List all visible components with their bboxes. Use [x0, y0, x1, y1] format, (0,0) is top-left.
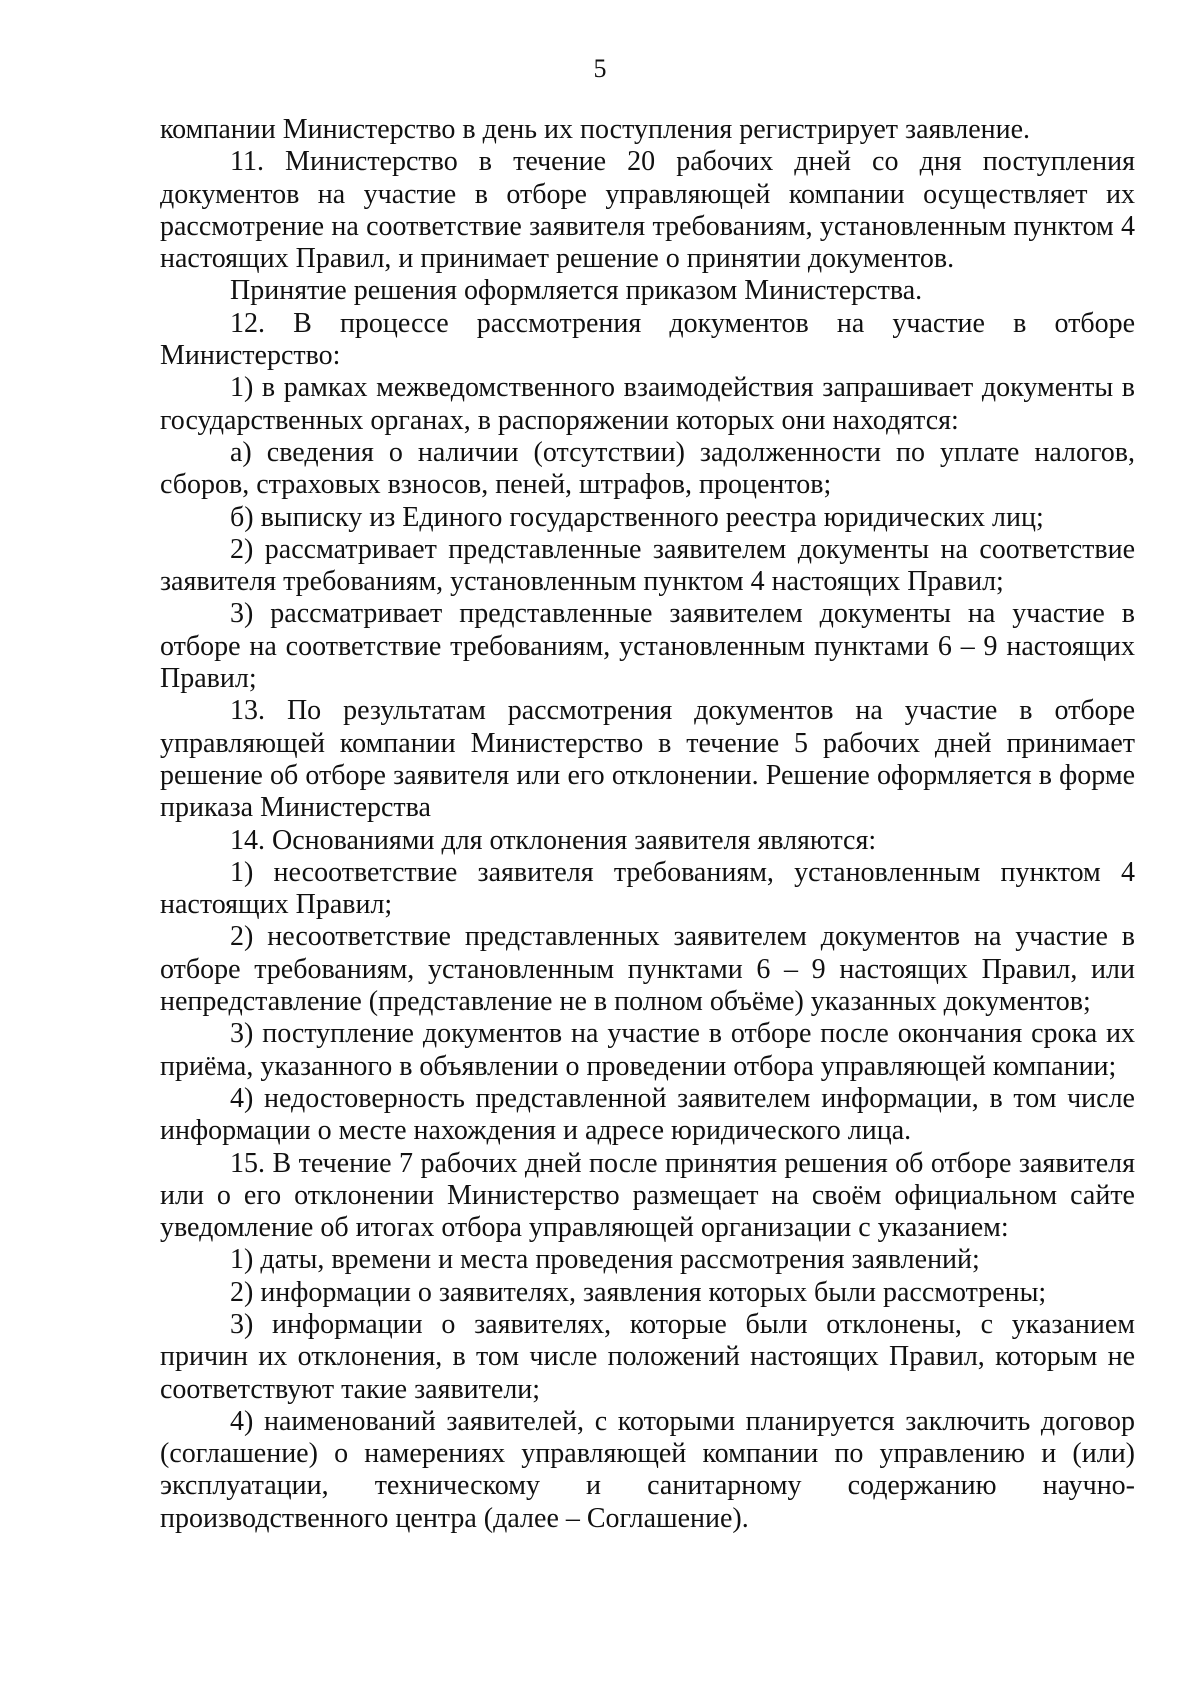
- page-number: 5: [593, 54, 607, 83]
- paragraph: 2) информации о заявителях, заявления которых были рассмотрены;: [230, 1276, 1047, 1308]
- paragraph: 12. В процессе рассмотрения документов на участие в отборе Министерство:: [160, 307, 1135, 372]
- paragraph: 14. Основаниями для отклонения заявителя являются:: [230, 824, 877, 856]
- paragraph: компании Министерство в день их поступления регистрирует заявление.: [160, 114, 1031, 145]
- paragraph: Принятие решения оформляется приказом Министерства.: [230, 275, 923, 307]
- paragraph: 1) даты, времени и места проведения рассмотрения заявлений;: [230, 1244, 980, 1276]
- document-body: [160, 114, 1135, 1535]
- paragraph: 1) несоответствие заявителя требованиям, установленным пунктом 4 настоящих Правил;: [160, 856, 1135, 921]
- paragraph: б) выписку из Единого государственного реестра юридических лиц;: [230, 501, 1044, 533]
- paragraph: 4) недостоверность представленной заявителем информации, в том числе информации о месте нахождения и адресе юридического лица.: [160, 1082, 1135, 1147]
- paragraph: 1) в рамках межведомственного взаимодействия запрашивает документы в государственных органах, в распоряжении которых они находятся:: [160, 372, 1135, 436]
- paragraph: 3) информации о заявителях, которые были отклонены, с указанием причин их отклонения, в том числе положений настоящих Правил, которым не соответствуют такие заявители;: [160, 1308, 1135, 1405]
- paragraph: 2) несоответствие представленных заявителем документов на участие в отборе требованиям, установленным пунктами 6 – 9 настоящих Правил, или непредставление (представление не в полном объёме) указанных документов;: [160, 921, 1135, 1018]
- paragraph: 15. В течение 7 рабочих дней после принятия решения об отборе заявителя или о его отклонении Министерство размещает на своём официальном сайте уведомление об итогах отбора управляющей организации с указанием:: [160, 1147, 1135, 1244]
- paragraph: 3) рассматривает представленные заявителем документы на участие в отборе на соответствие требованиям, установленным пунктами 6 – 9 настоящих Правил;: [160, 598, 1135, 695]
- paragraph: а) сведения о наличии (отсутствии) задолженности по уплате налогов, сборов, страховых взносов, пеней, штрафов, процентов;: [160, 436, 1135, 501]
- paragraph: 3) поступление документов на участие в отборе после окончания срока их приёма, указанного в объявлении о проведении отбора управляющей компании;: [160, 1018, 1135, 1082]
- paragraph: 13. По результатам рассмотрения документов на участие в отборе управляющей компании Министерство в течение 5 рабочих дней принимает решение об отборе заявителя или его отклонении. Решение оформляется в форме приказа Министерства: [160, 695, 1135, 824]
- paragraph: 4) наименований заявителей, с которыми планируется заключить договор (соглашение) о намерениях управляющей компании по управлению и (или) эксплуатации, техническому и санитарному содержанию научно-производственного центра (далее – Соглашение).: [160, 1405, 1135, 1534]
- paragraph: 2) рассматривает представленные заявителем документы на соответствие заявителя требованиям, установленным пунктом 4 настоящих Правил;: [160, 533, 1135, 598]
- paragraph: 11. Министерство в течение 20 рабочих дней со дня поступления документов на участие в отборе управляющей компании осуществляет их рассмотрение на соответствие заявителя требованиям, установленным пунктом 4 настоящих Правил, и принимает решение о принятии документов.: [160, 146, 1135, 275]
